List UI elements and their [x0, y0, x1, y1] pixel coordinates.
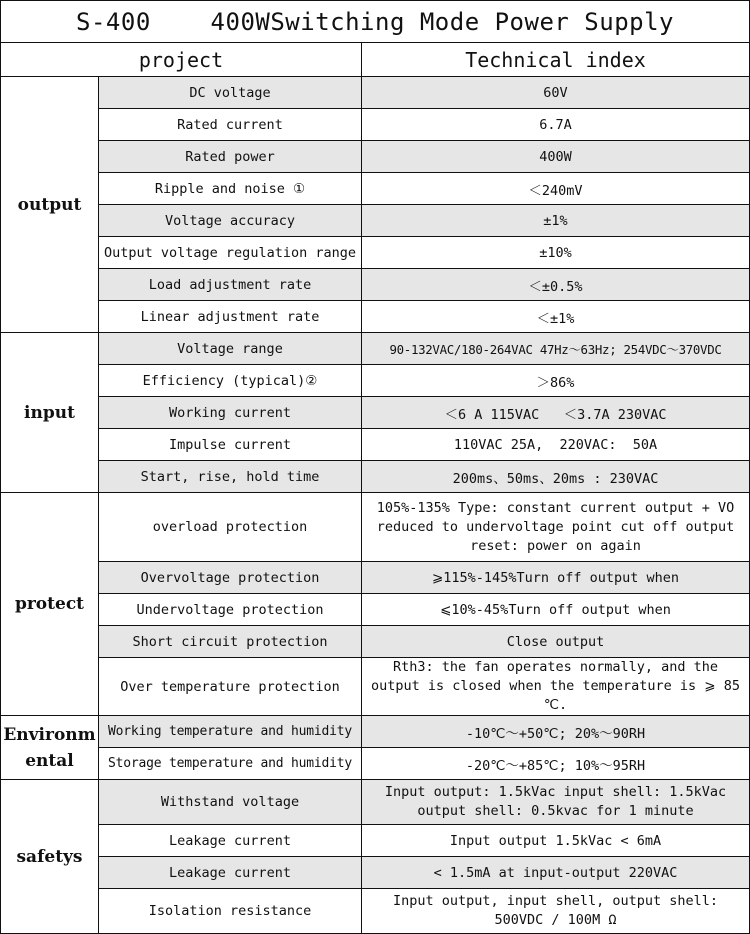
value-overvoltage-protection: ⩾115%-145%Turn off output when — [362, 562, 750, 594]
item-voltage-accuracy: Voltage accuracy — [99, 205, 362, 237]
value-working-temp-humidity: -10℃～+50℃; 20%～90RH — [362, 716, 750, 748]
item-output-regulation-range: Output voltage regulation range — [99, 237, 362, 269]
value-ripple-noise: ＜240mV — [362, 173, 750, 205]
value-overload-protection: 105%-135% Type: constant current output + VO reduced to undervoltage point cut off output reset: power on again — [362, 493, 750, 562]
table-title: S-400 400WSwitching Mode Power Supply — [1, 1, 750, 43]
item-isolation-resistance: Isolation resistance — [99, 889, 362, 934]
item-leakage-current-2: Leakage current — [99, 857, 362, 889]
item-start-rise-hold-time: Start, rise, hold time — [99, 461, 362, 493]
value-voltage-range: 90-132VAC/180-264VAC 47Hz～63Hz; 254VDC～370VDC — [362, 333, 750, 365]
value-rated-current: 6.7A — [362, 109, 750, 141]
value-storage-temp-humidity: -20℃～+85℃; 10%～95RH — [362, 748, 750, 780]
item-undervoltage-protection: Undervoltage protection — [99, 594, 362, 626]
item-efficiency: Efficiency (typical)② — [99, 365, 362, 397]
value-leakage-current-2: < 1.5mA at input-output 220VAC — [362, 857, 750, 889]
value-output-regulation-range: ±10% — [362, 237, 750, 269]
item-ripple-noise: Ripple and noise ① — [99, 173, 362, 205]
item-voltage-range: Voltage range — [99, 333, 362, 365]
value-linear-adjustment-rate: ＜±1% — [362, 301, 750, 333]
value-load-adjustment-rate: ＜±0.5% — [362, 269, 750, 301]
section-protect: protect — [1, 493, 99, 716]
item-impulse-current: Impulse current — [99, 429, 362, 461]
item-short-circuit-protection: Short circuit protection — [99, 626, 362, 658]
item-dc-voltage: DC voltage — [99, 77, 362, 109]
value-dc-voltage: 60V — [362, 77, 750, 109]
item-leakage-current-1: Leakage current — [99, 825, 362, 857]
value-leakage-current-1: Input output 1.5kVac < 6mA — [362, 825, 750, 857]
value-efficiency: ＞86% — [362, 365, 750, 397]
value-start-rise-hold-time: 200ms、50ms、20ms : 230VAC — [362, 461, 750, 493]
value-withstand-voltage: Input output: 1.5kVac input shell: 1.5kVac output shell: 0.5kvac for 1 minute — [362, 780, 750, 825]
header-project: project — [1, 43, 362, 77]
value-rated-power: 400W — [362, 141, 750, 173]
header-technical-index: Technical index — [362, 43, 750, 77]
item-overload-protection: overload protection — [99, 493, 362, 562]
value-undervoltage-protection: ⩽10%-45%Turn off output when — [362, 594, 750, 626]
item-rated-current: Rated current — [99, 109, 362, 141]
section-output: output — [1, 77, 99, 333]
item-linear-adjustment-rate: Linear adjustment rate — [99, 301, 362, 333]
item-rated-power: Rated power — [99, 141, 362, 173]
item-withstand-voltage: Withstand voltage — [99, 780, 362, 825]
section-environmental: Environm ental — [1, 716, 99, 780]
value-over-temperature-protection: Rth3: the fan operates normally, and the output is closed when the temperature is ⩾ 85 ℃. — [362, 658, 750, 716]
value-isolation-resistance: Input output, input shell, output shell: 500VDC / 100M Ω — [362, 889, 750, 934]
section-safetys: safetys — [1, 780, 99, 934]
value-working-current: ＜6 A 115VAC ＜3.7A 230VAC — [362, 397, 750, 429]
value-short-circuit-protection: Close output — [362, 626, 750, 658]
item-storage-temp-humidity: Storage temperature and humidity — [99, 748, 362, 780]
item-working-current: Working current — [99, 397, 362, 429]
section-input: input — [1, 333, 99, 493]
value-voltage-accuracy: ±1% — [362, 205, 750, 237]
item-working-temp-humidity: Working temperature and humidity — [99, 716, 362, 748]
item-load-adjustment-rate: Load adjustment rate — [99, 269, 362, 301]
value-impulse-current: 110VAC 25A, 220VAC: 50A — [362, 429, 750, 461]
item-overvoltage-protection: Overvoltage protection — [99, 562, 362, 594]
item-over-temperature-protection: Over temperature protection — [99, 658, 362, 716]
